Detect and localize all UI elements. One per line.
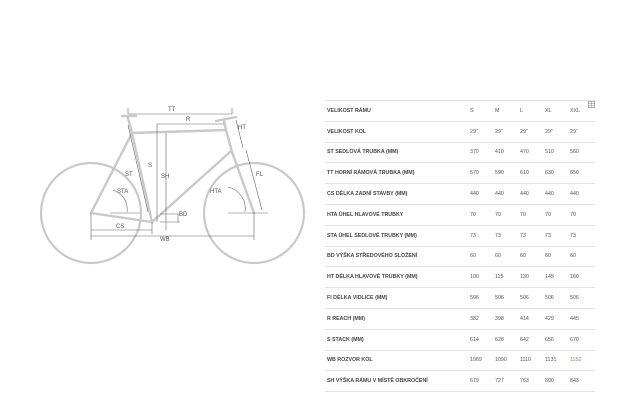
row-value-4: 29" bbox=[570, 121, 595, 142]
row-value-2: 60 bbox=[520, 246, 545, 267]
table-row bbox=[325, 267, 595, 288]
row-value-4: 506 bbox=[570, 288, 595, 309]
table-row bbox=[325, 350, 595, 371]
row-label: TT HORNÍ RÁMOVÁ TRUBKA (MM) bbox=[325, 163, 470, 184]
row-value-2: 506 bbox=[520, 288, 545, 309]
header-size-4: XXL bbox=[570, 101, 595, 122]
table-grid-icon[interactable] bbox=[588, 101, 595, 108]
table-row bbox=[325, 308, 595, 329]
row-value-0: 29" bbox=[470, 121, 495, 142]
row-value-0: 382 bbox=[470, 308, 495, 329]
table-row bbox=[325, 371, 595, 392]
row-value-1: 70 bbox=[495, 204, 520, 225]
table-row bbox=[325, 204, 595, 225]
row-value-1: 60 bbox=[495, 246, 520, 267]
table-row bbox=[325, 329, 595, 350]
label-sta: STA bbox=[117, 189, 129, 195]
row-value-2: 414 bbox=[520, 308, 545, 329]
row-value-0: 506 bbox=[470, 288, 495, 309]
row-value-1: 1090 bbox=[495, 350, 520, 371]
row-value-1: 410 bbox=[495, 142, 520, 163]
row-value-4: 70 bbox=[570, 204, 595, 225]
row-value-2: 70 bbox=[520, 204, 545, 225]
row-label: HTA ÚHEL HLAVOVÉ TRUBKY bbox=[325, 204, 470, 225]
row-label: VELIKOST KOL bbox=[325, 121, 470, 142]
header-size-3: XL bbox=[545, 101, 570, 122]
row-value-2: 29" bbox=[520, 121, 545, 142]
row-value-2: 610 bbox=[520, 163, 545, 184]
label-st: ST bbox=[125, 172, 133, 178]
row-value-4: 60 bbox=[570, 246, 595, 267]
row-value-0: 440 bbox=[470, 184, 495, 205]
table-row bbox=[325, 163, 595, 184]
row-label: BD VÝŠKA STŘEDOVÉHO SLOŽENÍ bbox=[325, 246, 470, 267]
row-value-2: 642 bbox=[520, 329, 545, 350]
table-row bbox=[325, 142, 595, 163]
header-size-1: M bbox=[495, 101, 520, 122]
row-value-3: 1131 bbox=[545, 350, 570, 371]
row-value-3: 145 bbox=[545, 267, 570, 288]
row-value-0: 70 bbox=[470, 204, 495, 225]
row-value-0: 614 bbox=[470, 329, 495, 350]
row-label: FI DÉLKA VIDLICE (MM) bbox=[325, 288, 470, 309]
row-value-1: 115 bbox=[495, 267, 520, 288]
table-row bbox=[325, 288, 595, 309]
label-cs: CS bbox=[116, 224, 125, 230]
row-value-4: 670 bbox=[570, 329, 595, 350]
label-fl: FL bbox=[256, 172, 264, 178]
row-value-1: 628 bbox=[495, 329, 520, 350]
geometry-table bbox=[325, 100, 595, 392]
row-value-0: 73 bbox=[470, 225, 495, 246]
row-label: S STACK (MM) bbox=[325, 329, 470, 350]
row-value-3: 510 bbox=[545, 142, 570, 163]
row-value-2: 763 bbox=[520, 371, 545, 392]
row-label: R REACH (MM) bbox=[325, 308, 470, 329]
row-value-2: 1110 bbox=[520, 350, 545, 371]
row-value-3: 70 bbox=[545, 204, 570, 225]
row-label: HT DÉLKA HLAVOVÉ TRUBKY (MM) bbox=[325, 267, 470, 288]
header-size-2: L bbox=[520, 101, 545, 122]
row-label: WB ROZVOR KOL bbox=[325, 350, 470, 371]
row-value-0: 1069 bbox=[470, 350, 495, 371]
row-value-1: 440 bbox=[495, 184, 520, 205]
header-frame-size-label: VELIKOST RÁMU bbox=[325, 101, 470, 122]
row-value-4: 445 bbox=[570, 308, 595, 329]
row-value-4: 560 bbox=[570, 142, 595, 163]
row-value-2: 73 bbox=[520, 225, 545, 246]
table-row bbox=[325, 121, 595, 142]
row-value-0: 100 bbox=[470, 267, 495, 288]
label-s: S bbox=[148, 163, 153, 169]
row-value-1: 29" bbox=[495, 121, 520, 142]
row-label: STA ÚHEL SEDLOVÉ TRUBKY (MM) bbox=[325, 225, 470, 246]
row-value-3: 440 bbox=[545, 184, 570, 205]
row-label: SH VÝŠKA RÁMU V MÍSTĚ OBKROČENÍ bbox=[325, 371, 470, 392]
label-sh: SH bbox=[161, 174, 170, 180]
row-value-4: 1152 bbox=[570, 350, 595, 371]
row-value-3: 429 bbox=[545, 308, 570, 329]
table-row bbox=[325, 225, 595, 246]
row-value-2: 130 bbox=[520, 267, 545, 288]
label-tt: TT bbox=[168, 107, 176, 113]
header-size-0: S bbox=[470, 101, 495, 122]
table-header-row bbox=[325, 101, 595, 122]
row-value-4: 650 bbox=[570, 163, 595, 184]
row-label: ST SEDLOVÁ TRUBKA (MM) bbox=[325, 142, 470, 163]
row-value-3: 73 bbox=[545, 225, 570, 246]
label-r: R bbox=[186, 117, 191, 123]
row-value-0: 679 bbox=[470, 371, 495, 392]
row-value-3: 506 bbox=[545, 288, 570, 309]
row-value-0: 60 bbox=[470, 246, 495, 267]
row-value-1: 73 bbox=[495, 225, 520, 246]
row-value-4: 843 bbox=[570, 371, 595, 392]
row-value-0: 570 bbox=[470, 163, 495, 184]
label-hta: HTA bbox=[210, 189, 222, 195]
row-value-0: 370 bbox=[470, 142, 495, 163]
row-value-4: 160 bbox=[570, 267, 595, 288]
row-value-1: 398 bbox=[495, 308, 520, 329]
row-value-3: 29" bbox=[545, 121, 570, 142]
row-value-1: 590 bbox=[495, 163, 520, 184]
label-wb: WB bbox=[160, 237, 170, 243]
row-value-4: 73 bbox=[570, 225, 595, 246]
label-ht: HT bbox=[238, 125, 246, 131]
row-label: CS DÉLKA ZADNÍ STAVBY (MM) bbox=[325, 184, 470, 205]
table-row bbox=[325, 184, 595, 205]
row-value-2: 440 bbox=[520, 184, 545, 205]
row-value-4: 440 bbox=[570, 184, 595, 205]
row-value-3: 656 bbox=[545, 329, 570, 350]
row-value-3: 630 bbox=[545, 163, 570, 184]
row-value-1: 727 bbox=[495, 371, 520, 392]
row-value-2: 470 bbox=[520, 142, 545, 163]
row-value-1: 506 bbox=[495, 288, 520, 309]
table-row bbox=[325, 246, 595, 267]
row-value-3: 60 bbox=[545, 246, 570, 267]
row-value-3: 800 bbox=[545, 371, 570, 392]
label-bd: BD bbox=[179, 212, 188, 218]
